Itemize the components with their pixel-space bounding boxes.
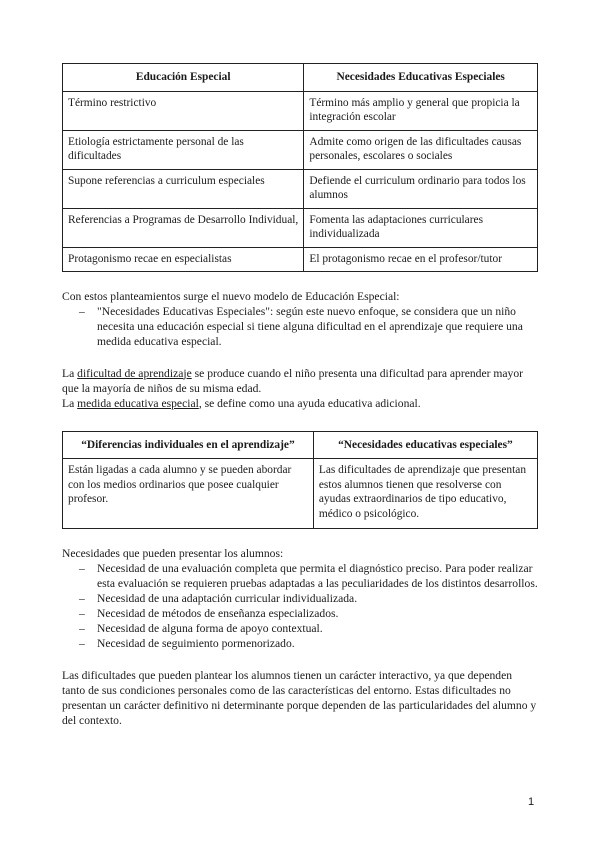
closing-paragraph: Las dificultades que pueden plantear los alumnos tienen un carácter interactivo, ya que dependen tanto de sus condiciones personales como de las características del entorno. Estas dificultades no presentan un carácter definitivo ni determinante porque dependen de las particularidades del alumno y del contexto. bbox=[62, 669, 537, 727]
definition-measure: La medida educativa especial, se define como una ayuda educativa adicional. bbox=[62, 396, 421, 410]
table-cell: Supone referencias a curriculum especiales bbox=[63, 169, 304, 208]
document-page bbox=[62, 63, 538, 728]
table-header-cell: “Diferencias individuales en el aprendizaje” bbox=[63, 431, 314, 459]
table-row bbox=[63, 130, 538, 169]
list-item: – Necesidad de una evaluación completa que permita el diagnóstico preciso. Para poder realizar esta evaluación se requieren pruebas adaptadas a las peculiaridades de los distintos desarrollos. bbox=[97, 561, 538, 591]
list-item: – Necesidad de una adaptación curricular individualizada. bbox=[97, 591, 538, 606]
table-row bbox=[63, 91, 538, 130]
list-item: – Necesidad de alguna forma de apoyo contextual. bbox=[97, 621, 538, 636]
table-row bbox=[63, 169, 538, 208]
needs-list bbox=[62, 561, 538, 651]
page-number: 1 bbox=[528, 796, 535, 808]
table-cell: El protagonismo recae en el profesor/tutor bbox=[304, 247, 538, 271]
table-row bbox=[63, 247, 538, 271]
table-header-row bbox=[63, 431, 538, 459]
comparison-table-1 bbox=[62, 63, 538, 272]
list-item: – "Necesidades Educativas Especiales": según este nuevo enfoque, se considera que un niño necesita una educación especial si tiene alguna dificultad en el aprendizaje que requiere una medida educativa especial. bbox=[97, 304, 538, 349]
needs-title: Necesidades que pueden presentar los alumnos: bbox=[62, 547, 284, 560]
table-cell: Término restrictivo bbox=[63, 91, 304, 130]
table-row bbox=[63, 208, 538, 247]
table-cell: Admite como origen de las dificultades causas personales, escolares o sociales bbox=[304, 130, 538, 169]
table-header-row bbox=[63, 64, 538, 92]
list-item: – Necesidad de seguimiento pormenorizado. bbox=[97, 636, 538, 651]
table-cell: Protagonismo recae en especialistas bbox=[63, 247, 304, 271]
table-header-cell: “Necesidades educativas especiales” bbox=[313, 431, 537, 459]
table-cell: Referencias a Programas de Desarrollo Individual, bbox=[63, 208, 304, 247]
table-cell: Etiología estrictamente personal de las dificultades bbox=[63, 130, 304, 169]
underlined-term: dificultad de aprendizaje bbox=[77, 366, 192, 380]
table-header-cell: Educación Especial bbox=[63, 64, 304, 92]
intro-list bbox=[62, 304, 538, 349]
table-cell: Están ligadas a cada alumno y se pueden abordar con los medios ordinarios que posee cualquier profesor. bbox=[63, 459, 314, 529]
comparison-table-2 bbox=[62, 431, 538, 530]
table-cell: Término más amplio y general que propicia la integración escolar bbox=[304, 91, 538, 130]
table-cell: Fomenta las adaptaciones curriculares individualizada bbox=[304, 208, 538, 247]
table-header-cell: Necesidades Educativas Especiales bbox=[304, 64, 538, 92]
list-item: – Necesidad de métodos de enseñanza especializados. bbox=[97, 606, 538, 621]
intro-paragraph: Con estos planteamientos surge el nuevo modelo de Educación Especial: bbox=[62, 289, 400, 303]
table-cell: Defiende el curriculum ordinario para todos los alumnos bbox=[304, 169, 538, 208]
table-cell: Las dificultades de aprendizaje que presentan estos alumnos tienen que resolverse con ayudas extraordinarios de tipo educativo, médico o psicológico. bbox=[313, 459, 537, 529]
table-row bbox=[63, 459, 538, 529]
underlined-term: medida educativa especial bbox=[77, 396, 199, 410]
definition-difficulty: La dificultad de aprendizaje se produce cuando el niño presenta una dificultad para aprender mayor que la mayoría de niños de su misma edad. bbox=[62, 366, 523, 395]
